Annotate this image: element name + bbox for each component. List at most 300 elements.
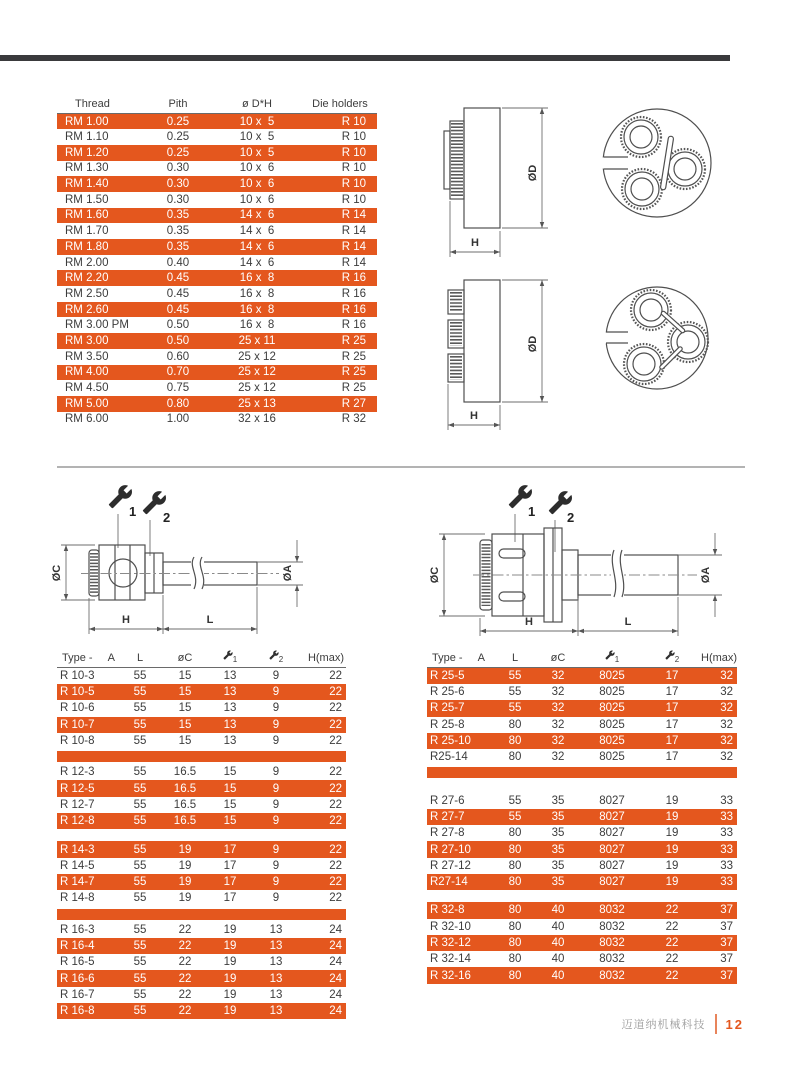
table-cell: 13 (269, 956, 283, 969)
table-cell: 8025 (581, 733, 643, 749)
table-cell: 9 (272, 798, 280, 811)
table-cell: 24 (301, 938, 346, 954)
column-header: 2 (251, 650, 301, 668)
table-cell: 22 (301, 813, 346, 829)
table-cell: 9 (272, 859, 280, 872)
table-cell: R 27-8 (430, 827, 465, 840)
table-cell: 22 (329, 859, 342, 872)
table-cell: 80 (495, 874, 535, 890)
table-cell: RM 1.50 (65, 193, 109, 206)
table-cell: 0.25 (145, 145, 211, 161)
table-cell: R27-14 (427, 874, 495, 890)
table-cell: 55 (119, 1003, 161, 1019)
table-cell: 14 x 6 (239, 256, 275, 269)
table-row (57, 890, 346, 906)
table-cell: 55 (119, 717, 161, 733)
table-cell: 8027 (599, 827, 625, 840)
table-cell: RM 3.00 (57, 333, 145, 349)
table-row (427, 733, 737, 749)
table-cell: 9 (251, 717, 301, 733)
table-cell: 24 (301, 970, 346, 986)
table-cell: 8027 (599, 794, 625, 807)
table-row (57, 874, 346, 890)
table-cell: 40 (551, 920, 565, 933)
table-row (427, 668, 737, 684)
table-cell: 0.45 (145, 270, 211, 286)
table-cell: 8025 (599, 718, 625, 731)
table-cell: 19 (209, 970, 251, 986)
table-cell: R 25 (341, 350, 366, 363)
table-cell: 8032 (581, 967, 643, 983)
table-cell: 0.50 (166, 319, 190, 332)
table-cell: 55 (133, 988, 147, 1001)
company-name: 迈道纳机械科技 (621, 1019, 706, 1031)
table-cell: 17 (643, 733, 701, 749)
table-cell: 10 x 5 (211, 145, 303, 161)
table-cell: 8032 (599, 920, 625, 933)
table-cell: R 16-4 (57, 938, 119, 954)
table-cell: 35 (551, 794, 565, 807)
dim-label-diameter-d: ØD (527, 335, 539, 353)
table-cell: R 10 (341, 193, 366, 206)
table-cell: R 14-8 (60, 892, 95, 905)
table-cell: 0.35 (145, 208, 211, 224)
table-cell: 32 (720, 718, 733, 731)
table-row (57, 129, 377, 145)
table-cell: 16 x 8 (239, 319, 275, 332)
tool-dimension-drawing-left (45, 470, 375, 650)
table-cell: 9 (272, 670, 280, 683)
table-header-row (427, 650, 737, 668)
table-cell: R 16 (303, 302, 377, 318)
table-cell: 15 (223, 766, 237, 779)
table-cell: 80 (495, 841, 535, 857)
table-row (57, 239, 377, 255)
table-cell: 55 (119, 813, 161, 829)
gap-row (427, 890, 737, 902)
table-cell: 80 (508, 920, 522, 933)
table-cell: RM 3.50 (65, 350, 109, 363)
table-cell: 8025 (581, 668, 643, 684)
table-cell: 22 (301, 780, 346, 796)
table-cell: 80 (508, 718, 522, 731)
table-row (57, 780, 346, 796)
table-cell: 22 (301, 874, 346, 890)
table-cell: 15 (178, 670, 192, 683)
table-cell: 25 x 11 (211, 333, 303, 349)
table-row (427, 684, 737, 700)
separator-row (427, 765, 737, 780)
dim-label-diameter-c: ØC (51, 564, 63, 582)
table-cell: R 32-8 (427, 902, 495, 918)
table-cell: 14 x 6 (211, 239, 303, 255)
table-cell: 17 (209, 874, 251, 890)
table-cell: RM 1.60 (57, 208, 145, 224)
table-row (57, 733, 346, 749)
table-cell: R 25-8 (430, 718, 465, 731)
table-cell: RM 2.50 (65, 287, 109, 300)
table-cell: 17 (223, 892, 237, 905)
table-cell: 40 (535, 967, 581, 983)
table-row (57, 668, 346, 684)
table-cell: RM 1.70 (65, 225, 109, 238)
table-cell: 17 (665, 686, 679, 699)
table-row (57, 161, 377, 177)
table-cell: RM 4.50 (65, 382, 109, 395)
table-cell: 17 (643, 700, 701, 716)
footer-divider (715, 1014, 717, 1034)
table-cell: RM 1.20 (57, 145, 145, 161)
table-cell: 0.50 (145, 333, 211, 349)
table-cell: 80 (508, 751, 522, 764)
table-cell: R 16 (341, 287, 366, 300)
table-cell: R 14 (303, 208, 377, 224)
table-cell: 55 (133, 670, 147, 683)
table-cell: 32 x 16 (238, 413, 276, 426)
table-row (57, 317, 377, 333)
table-row (427, 902, 737, 918)
table-row (427, 717, 737, 733)
table-row (57, 1003, 346, 1019)
column-header: øC (535, 650, 581, 668)
table-cell: 24 (329, 923, 342, 936)
column-header: L (119, 650, 161, 668)
table-cell: 0.40 (166, 256, 190, 269)
table-cell: 55 (119, 970, 161, 986)
table-cell: 13 (251, 1003, 301, 1019)
table-cell: 15 (178, 702, 192, 715)
table-cell: R 27-7 (427, 809, 495, 825)
table-cell: R 16-8 (57, 1003, 119, 1019)
dim-label-diameter-d: ØD (527, 164, 539, 182)
table-cell: 80 (508, 827, 522, 840)
table-cell: R 10-3 (60, 670, 95, 683)
table-cell: R 32-16 (427, 967, 495, 983)
table-cell: 22 (643, 935, 701, 951)
table-cell: 14 x 6 (211, 208, 303, 224)
wrench-icon (665, 650, 675, 660)
table-row (57, 114, 377, 130)
table-row (57, 797, 346, 813)
table-cell: 22 (178, 988, 192, 1001)
table-row (57, 255, 377, 271)
table-cell: R 25-10 (427, 733, 495, 749)
column-header: 1 (209, 650, 251, 668)
table-cell: 10 x 6 (239, 193, 275, 206)
table-cell: 19 (223, 988, 237, 1001)
table-cell: 0.35 (166, 225, 190, 238)
table-cell: 16.5 (161, 780, 209, 796)
table-cell: 16.5 (161, 813, 209, 829)
table-cell: RM 6.00 (65, 413, 109, 426)
column-header: L (495, 650, 535, 668)
table-row (427, 967, 737, 983)
table-cell: 37 (701, 935, 737, 951)
table-cell: 13 (223, 702, 237, 715)
table-row (57, 380, 377, 396)
table-cell: R 12-5 (57, 780, 119, 796)
table-row (57, 813, 346, 829)
type-spec-table-left (57, 650, 346, 1019)
table-cell: 16 x 8 (211, 270, 303, 286)
table-cell: R 10 (303, 176, 377, 192)
table-cell: 37 (720, 920, 733, 933)
table-cell: 19 (209, 938, 251, 954)
table-cell: 15 (161, 717, 209, 733)
table-row (427, 792, 737, 808)
table-cell: 19 (643, 841, 701, 857)
table-cell: R 27 (303, 396, 377, 412)
table-cell: 0.75 (166, 382, 190, 395)
table-cell: 22 (161, 1003, 209, 1019)
table-cell: R 27-10 (427, 841, 495, 857)
table-cell: R 16 (303, 270, 377, 286)
table-cell: 8025 (599, 751, 625, 764)
type-spec-table-right (427, 650, 737, 984)
table-cell: 19 (643, 874, 701, 890)
table-row (57, 223, 377, 239)
table-cell: 8025 (581, 700, 643, 716)
table-row (57, 365, 377, 381)
table-cell: R 27-12 (430, 859, 471, 872)
column-header: Die holders (303, 98, 377, 114)
table-cell: 32 (701, 733, 737, 749)
table-row (427, 951, 737, 967)
dim-label-diameter-c: ØC (429, 566, 441, 584)
table-cell: RM 1.30 (65, 162, 109, 175)
table-row (427, 919, 737, 935)
table-cell: 19 (209, 1003, 251, 1019)
table-cell: 55 (508, 794, 522, 807)
table-cell: 9 (251, 813, 301, 829)
table-row (57, 396, 377, 412)
table-cell: 55 (133, 859, 147, 872)
table-cell: 17 (665, 718, 679, 731)
column-header: Pith (145, 98, 211, 114)
table-cell: R 25-5 (427, 668, 495, 684)
table-cell: R 12-8 (57, 813, 119, 829)
table-cell: 35 (535, 809, 581, 825)
table-cell: 55 (495, 700, 535, 716)
table-cell: R 10 (341, 162, 366, 175)
table-cell: R 32-12 (427, 935, 495, 951)
table-row (57, 286, 377, 302)
table-cell: 32 (535, 668, 581, 684)
table-cell: 22 (643, 902, 701, 918)
table-cell: 55 (119, 841, 161, 857)
table-cell: 17 (209, 841, 251, 857)
table-cell: 13 (209, 717, 251, 733)
table-cell: 55 (133, 798, 147, 811)
table-cell: 22 (665, 920, 679, 933)
table-header-row (57, 650, 346, 668)
table-cell: 25 x 12 (238, 350, 276, 363)
table-cell: 22 (329, 798, 342, 811)
table-cell: R 12-3 (60, 766, 95, 779)
table-row (57, 412, 377, 428)
table-cell: 15 (161, 684, 209, 700)
dim-label-h: H (470, 410, 478, 422)
table-cell: R 32 (341, 413, 366, 426)
roller-front-view (621, 117, 705, 209)
table-cell: 22 (329, 702, 342, 715)
table-cell: 0.25 (166, 131, 190, 144)
table-cell: 9 (251, 841, 301, 857)
table-row (57, 192, 377, 208)
dim-label-l: L (624, 616, 632, 628)
separator-row (57, 907, 346, 922)
table-cell: 32 (701, 668, 737, 684)
table-cell: RM 2.00 (65, 256, 109, 269)
table-cell: R 16-5 (60, 956, 95, 969)
wrench-2-label: 2 (567, 510, 575, 525)
table-cell: 22 (665, 953, 679, 966)
wrench-1-label: 1 (528, 504, 536, 519)
table-cell: R 14 (303, 239, 377, 255)
gap-row (427, 780, 737, 792)
table-cell: RM 1.10 (65, 131, 109, 144)
table-cell: 17 (665, 751, 679, 764)
column-header: Type - A (427, 650, 495, 668)
table-cell: 13 (223, 735, 237, 748)
table-cell: 22 (329, 892, 342, 905)
table-cell: 24 (329, 956, 342, 969)
table-cell: 32 (535, 700, 581, 716)
table-cell: 80 (495, 733, 535, 749)
column-header: Thread (57, 98, 145, 114)
table-cell: 55 (133, 735, 147, 748)
table-cell: R 14 (341, 256, 366, 269)
table-cell: 55 (133, 702, 147, 715)
table-cell: 33 (701, 809, 737, 825)
table-cell: 15 (209, 813, 251, 829)
table-cell: 22 (161, 938, 209, 954)
table-row (427, 841, 737, 857)
table-row (57, 717, 346, 733)
table-cell: RM 5.00 (57, 396, 145, 412)
table-cell: 55 (133, 923, 147, 936)
table-row (427, 825, 737, 841)
table-cell: R 14-7 (57, 874, 119, 890)
table-cell: 40 (535, 935, 581, 951)
page-number: 12 (725, 1016, 744, 1032)
table-row (57, 970, 346, 986)
table-row (57, 145, 377, 161)
table-cell: 33 (720, 859, 733, 872)
tool-dimension-drawing-right (425, 470, 755, 650)
wrench-icon (269, 650, 279, 660)
table-row (57, 333, 377, 349)
table-cell: 19 (643, 809, 701, 825)
table-cell: 13 (223, 670, 237, 683)
table-row (427, 700, 737, 716)
table-cell: 19 (161, 874, 209, 890)
table-cell: RM 1.80 (57, 239, 145, 255)
table-cell: 33 (720, 794, 733, 807)
table-row (427, 809, 737, 825)
top-rule (0, 55, 730, 61)
table-cell: 80 (508, 859, 522, 872)
wrench-2-label: 2 (163, 510, 171, 525)
section-divider (57, 466, 745, 468)
gap-row (57, 829, 346, 841)
table-cell: R 32-10 (430, 920, 471, 933)
table-cell: 32 (551, 751, 565, 764)
die-holder-side-front-drawing-2 (420, 272, 750, 440)
column-header: øC (161, 650, 209, 668)
table-cell: 16 x 8 (239, 287, 275, 300)
table-cell: R 14-5 (60, 859, 95, 872)
table-cell: 32 (535, 733, 581, 749)
table-cell: 22 (301, 841, 346, 857)
table-cell: 19 (665, 859, 679, 872)
table-cell: R 27-6 (430, 794, 465, 807)
table-cell: 55 (119, 684, 161, 700)
table-row (57, 841, 346, 857)
table-row (427, 935, 737, 951)
table-cell: 9 (251, 780, 301, 796)
dim-label-diameter-a: ØA (700, 566, 712, 584)
table-cell: R 16 (341, 319, 366, 332)
wrench-icon (223, 650, 233, 660)
table-cell: 10 x 5 (239, 131, 275, 144)
table-cell: 9 (251, 684, 301, 700)
die-holder-side-front-drawing-1 (420, 95, 750, 269)
dim-label-h: H (525, 616, 533, 628)
table-cell: 33 (720, 827, 733, 840)
table-cell: 13 (251, 970, 301, 986)
table-cell: 22 (329, 766, 342, 779)
table-cell: R 16-7 (60, 988, 95, 1001)
column-header: 2 (643, 650, 701, 668)
table-cell: 22 (643, 967, 701, 983)
table-cell: 0.45 (145, 302, 211, 318)
table-cell: R 10-6 (60, 702, 95, 715)
table-row (57, 700, 346, 716)
table-cell: R 12-7 (60, 798, 95, 811)
table-cell: RM 1.40 (57, 176, 145, 192)
table-cell: 19 (178, 859, 192, 872)
table-cell: 8027 (581, 874, 643, 890)
table-cell: 10 x 6 (239, 162, 275, 175)
table-cell: 32 (551, 686, 565, 699)
table-cell: 15 (223, 798, 237, 811)
dim-label-h: H (471, 237, 479, 249)
table-row (57, 270, 377, 286)
table-cell: RM 4.00 (57, 365, 145, 381)
table-cell: 32 (551, 718, 565, 731)
table-cell: 32 (701, 700, 737, 716)
table-cell: R 10-8 (60, 735, 95, 748)
table-cell: 14 x 6 (239, 225, 275, 238)
table-cell: 0.60 (166, 350, 190, 363)
wrench-1-label: 1 (129, 504, 137, 519)
table-cell: R 25-7 (427, 700, 495, 716)
table-cell: 22 (178, 923, 192, 936)
table-cell: 8027 (581, 809, 643, 825)
table-cell: R 10 (303, 114, 377, 130)
table-cell: 25 x 13 (211, 396, 303, 412)
table-cell: 19 (161, 841, 209, 857)
table-row (427, 749, 737, 765)
table-cell: 19 (223, 956, 237, 969)
table-cell: 80 (508, 953, 522, 966)
table-cell: 35 (551, 859, 565, 872)
table-cell: 8027 (599, 859, 625, 872)
table-cell: 16 x 8 (211, 302, 303, 318)
table-cell: 37 (720, 953, 733, 966)
table-cell: 40 (551, 953, 565, 966)
